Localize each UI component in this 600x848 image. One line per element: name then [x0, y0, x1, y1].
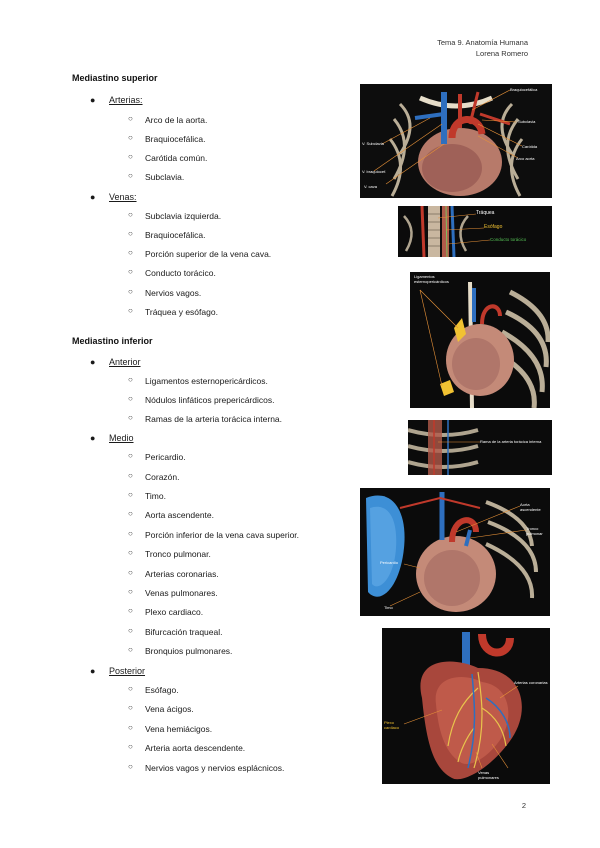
hollow-circle-icon: ○ — [128, 703, 133, 712]
anatomy-figure-trachea — [398, 206, 552, 257]
hollow-circle-icon: ○ — [128, 306, 133, 315]
filled-circle-icon: ● — [90, 433, 96, 443]
trachea-illustration — [398, 206, 552, 257]
hollow-circle-icon: ○ — [128, 248, 133, 257]
page-header — [437, 37, 528, 59]
hollow-circle-icon: ○ — [128, 114, 133, 123]
figure-label: Plexo cardiaco — [384, 720, 400, 730]
hollow-circle-icon: ○ — [128, 645, 133, 654]
figure-label: Tráquea — [476, 210, 495, 216]
hollow-circle-icon: ○ — [128, 606, 133, 615]
hollow-circle-icon: ○ — [128, 210, 133, 219]
hollow-circle-icon: ○ — [128, 568, 133, 577]
hollow-circle-icon: ○ — [128, 451, 133, 460]
hollow-circle-icon: ○ — [128, 529, 133, 538]
filled-circle-icon: ● — [90, 192, 96, 202]
heart-lateral-illustration — [410, 272, 550, 408]
anatomy-figure-middle-mediastinum — [360, 488, 550, 616]
filled-circle-icon: ● — [90, 666, 96, 676]
hollow-circle-icon: ○ — [128, 375, 133, 384]
hollow-circle-icon: ○ — [128, 133, 133, 142]
heart-coronary-illustration — [382, 628, 550, 784]
hollow-circle-icon: ○ — [128, 742, 133, 751]
hollow-circle-icon: ○ — [128, 723, 133, 732]
hollow-circle-icon: ○ — [128, 394, 133, 403]
anatomy-figure-ligaments — [410, 272, 550, 408]
figure-label: Ligamentos esternopericárdicos — [414, 274, 449, 284]
figure-label: Rama de la arteria torácica interna — [480, 439, 542, 444]
header-author: Lorena Romero — [475, 49, 528, 58]
figure-label: V. cava — [364, 184, 377, 189]
anatomy-figure-thoracic-artery — [408, 420, 552, 475]
hollow-circle-icon: ○ — [128, 267, 133, 276]
figure-label: V. braquiocef. — [362, 169, 387, 174]
thorax-illustration — [360, 84, 552, 198]
figure-label: Arterias coronarias — [514, 680, 548, 685]
bullet-heading: Anterior — [109, 357, 141, 367]
figure-label: Arco aorta — [516, 156, 535, 161]
figure-label: Timo — [384, 605, 393, 610]
bullet-heading: Venas: — [109, 192, 137, 202]
hollow-circle-icon: ○ — [128, 287, 133, 296]
section-title-superior: Mediastino superior — [72, 73, 158, 83]
hollow-circle-icon: ○ — [128, 684, 133, 693]
figure-label: Subclavia — [518, 119, 536, 124]
hollow-circle-icon: ○ — [128, 762, 133, 771]
rib-cage-illustration — [408, 420, 552, 475]
anatomy-figure-superior-vessels — [360, 84, 552, 198]
filled-circle-icon: ● — [90, 95, 96, 105]
figure-label: V. Subclavia — [362, 141, 384, 146]
hollow-circle-icon: ○ — [128, 509, 133, 518]
figure-label: Conducto torácico — [490, 237, 527, 242]
hollow-circle-icon: ○ — [128, 490, 133, 499]
bullet-heading: Medio — [109, 433, 134, 443]
figure-label: Venas pulmonares — [478, 770, 499, 780]
hollow-circle-icon: ○ — [128, 152, 133, 161]
hollow-circle-icon: ○ — [128, 548, 133, 557]
bullet-heading: Arterias: — [109, 95, 143, 105]
hollow-circle-icon: ○ — [128, 229, 133, 238]
figure-label: Pericardio — [380, 560, 399, 565]
hollow-circle-icon: ○ — [128, 171, 133, 180]
figure-label: Aorta ascendente — [520, 502, 541, 512]
anatomy-figure-heart — [382, 628, 550, 784]
hollow-circle-icon: ○ — [128, 471, 133, 480]
hollow-circle-icon: ○ — [128, 413, 133, 422]
section-title-inferior: Mediastino inferior — [72, 336, 153, 346]
filled-circle-icon: ● — [90, 357, 96, 367]
figure-label: Tronco pulmonar — [526, 526, 543, 536]
hollow-circle-icon: ○ — [128, 626, 133, 635]
figure-label: Carótida — [522, 144, 538, 149]
bullet-heading: Posterior — [109, 666, 146, 676]
page-number: 2 — [521, 801, 526, 810]
header-topic: Tema 9. Anatomía Humana — [437, 38, 528, 47]
figure-label: Esófago — [484, 224, 503, 230]
hollow-circle-icon: ○ — [128, 587, 133, 596]
figure-label: Braquiocefálica — [510, 87, 538, 92]
